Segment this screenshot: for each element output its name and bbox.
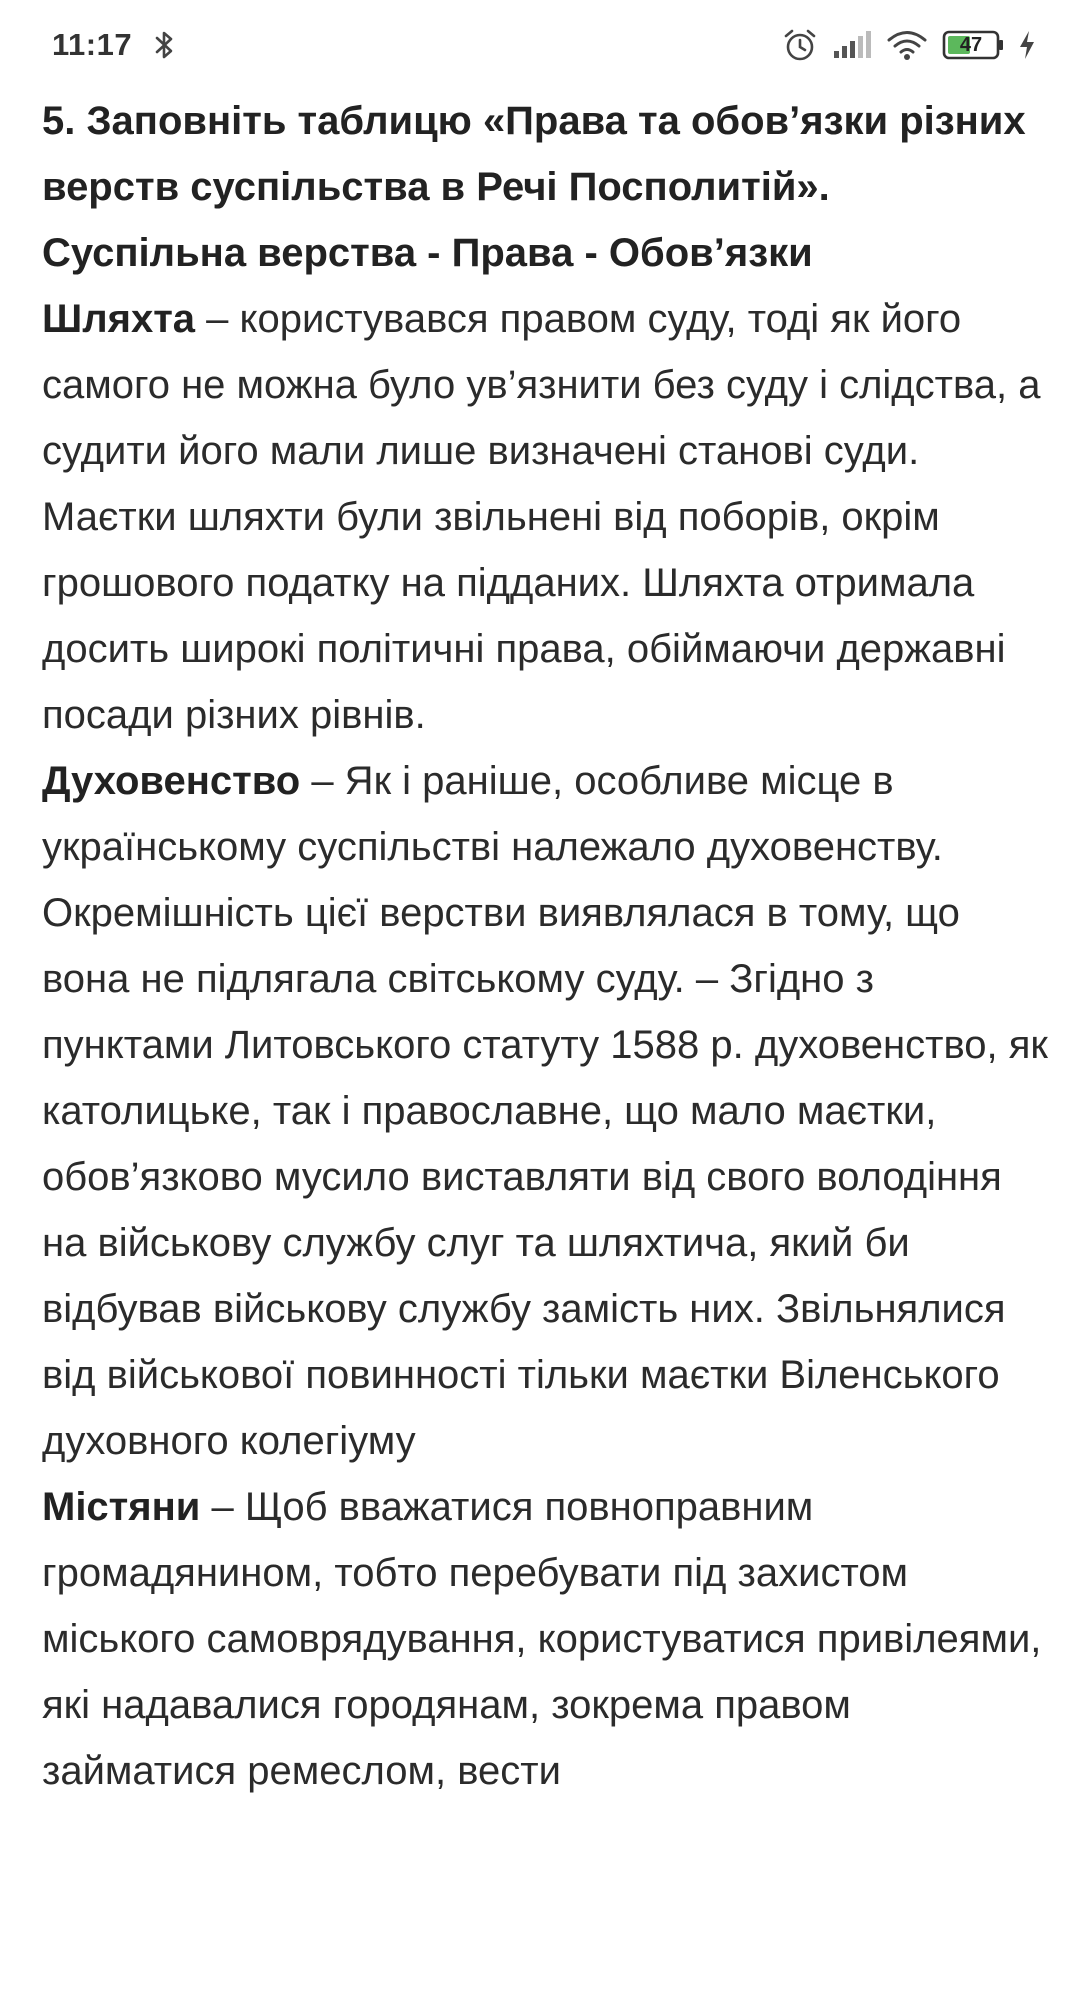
status-right [782,27,1036,63]
status-left [52,27,176,63]
section-text: – Щоб вважатися повноправним громадянином, тобто перебувати під захистом міського самоврядування, користуватися привілеями, які надавалися городянам, зокрема правом займатися ремеслом, вести [42,1485,1042,1793]
bluetooth-icon [154,29,176,61]
clock: 11:17 [52,27,133,62]
section-term: Духовенство [42,759,301,803]
article-content [42,88,1052,1804]
section-term: Містяни [42,1485,201,1529]
wifi-icon [886,29,928,61]
alarm-icon [782,27,818,63]
section-text: – користувався правом суду, тоді як його самого не можна було ув’язнити без суду і слідства, а судити його мали лише визначені станові суди. Маєтки шляхти були звільнені від поборів, окрім грошового податку на підданих. Шляхта отримала досить широкі політичні права, обіймаючи державні посади різних рівнів. [42,297,1041,737]
section-nobility [42,286,1052,748]
battery-level: 47 [959,34,983,56]
charging-icon [1018,30,1036,60]
table-columns-heading: Суспільна верства - Права - Обов’язки [42,231,813,275]
section-townspeople [42,1474,1052,1804]
section-clergy [42,748,1052,1474]
status-bar [0,0,1080,90]
section-term: Шляхта [42,297,196,341]
section-text: – Як і раніше, особливе місце в українському суспільстві належало духовенству. Окремішність цієї верстви виявлялася в тому, що вона не підлягала світському суду. – Згідно з пунктами Литовського статуту 1588 р. духовенство, як католицьке, так і православне, що мало маєтки, обов’язково мусило виставляти від свого володіння на військову службу слуг та шляхтича, який би відбував військову службу замість них. Звільнялися від військової повинності тільки маєтки Віленського духовного колегіуму [42,759,1048,1463]
battery-icon [942,30,1004,60]
question-heading: 5. Заповніть таблицю «Права та обов’язки різних верств суспільства в Речі Посполитій». [42,99,1026,209]
signal-icon [832,30,872,60]
